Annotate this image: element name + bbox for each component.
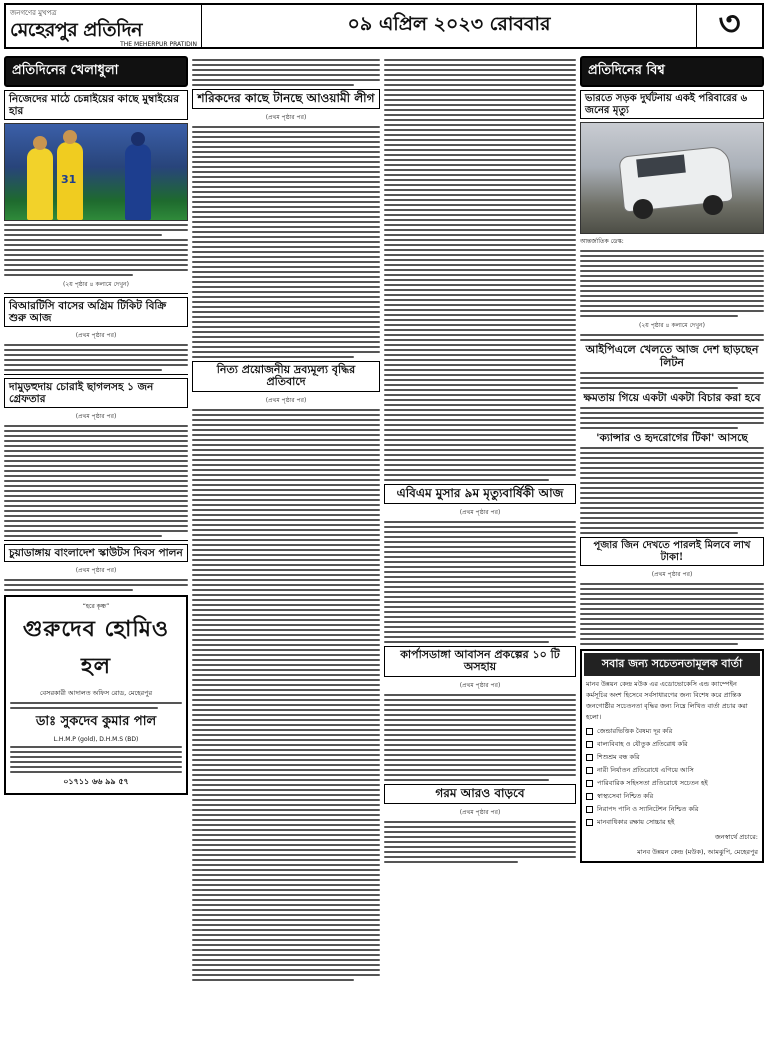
headline-puja-reward: পূজার জিন দেখতে পারলই মিলবে লাখ টাকা! xyxy=(580,537,764,566)
headline-karpasdanga-project: কার্পাসডাঙ্গা আবাসন প্রকল্পের ১০ টি অসহায় xyxy=(384,646,576,677)
headline-awami-league: শরিকদের কাছে টানছে আওয়ামী লীগ xyxy=(192,89,380,109)
continued-note: (২য় পৃষ্ঠার ৪ কলামে দেখুন) xyxy=(639,322,705,329)
player-figure xyxy=(27,148,53,220)
jersey-number: 31 xyxy=(61,173,77,187)
article-body xyxy=(580,447,764,534)
article-body xyxy=(4,344,188,371)
article-body xyxy=(580,250,764,317)
masthead-name: মেহেরপুর প্রতিদিন xyxy=(10,19,142,41)
car-wheel xyxy=(703,195,723,215)
headline-india-accident: ভারতে সড়ক দুর্ঘটনায় একই পরিবারের ৬ জনের মৃত্যু xyxy=(580,90,764,119)
checkbox-icon xyxy=(586,728,593,735)
byline: (প্রথম পৃষ্ঠার পর) xyxy=(459,808,501,816)
byline: (প্রথম পৃষ্ঠার পর) xyxy=(265,397,307,405)
checkbox-icon xyxy=(586,819,593,826)
accident-photo xyxy=(580,122,764,234)
ad-title: গুরুদেব হোমিও হল xyxy=(22,616,170,680)
byline: (প্রথম পৃষ্ঠার পর) xyxy=(75,332,117,340)
article-body xyxy=(580,334,764,341)
article-body xyxy=(4,224,188,276)
masthead-date: ০৯ এপ্রিল ২০২৩ রোববার xyxy=(347,13,551,35)
column-national xyxy=(192,56,380,984)
headline-abm-musa: এবিএম মুসার ৯ম মৃত্যুবার্ষিকী আজ xyxy=(384,484,576,504)
car-wheel xyxy=(633,199,653,219)
awareness-item: স্বাস্থ্যসেবা নিশ্চিত করি xyxy=(586,791,758,802)
headline-cancer-vaccine: 'ক্যান্সার ও হৃদরোগের টিকা' আসছে xyxy=(596,432,748,445)
article-body xyxy=(384,521,576,643)
byline: (প্রথম পৃষ্ঠার পর) xyxy=(459,682,501,690)
checkbox-icon xyxy=(586,741,593,748)
article-body xyxy=(192,409,380,981)
homeo-advertisement xyxy=(4,595,188,795)
awareness-subtitle: মানব উন্নয়ন কেন্দ্র মউক এর এডোভোকেসি এন্ড ক্যাম্পেইন কর্মসূচির অংশ হিসেবে সর্বসাধারণের জন্য বিশেষ করে প্রান্তিক জনগোষ্ঠীর সচেতনতা বৃদ্ধির জন্য নিম্নে লিখিত বার্তা প্রচার করা হলো। xyxy=(586,680,748,722)
headline-heat: গরম আরও বাড়বে xyxy=(384,784,576,804)
byline: (প্রথম পৃষ্ঠার পর) xyxy=(651,571,693,579)
photo-caption: আন্তর্জাতিক ডেস্ক: xyxy=(580,238,624,245)
article-body xyxy=(384,694,576,781)
cricket-photo xyxy=(4,123,188,221)
headline-liton-ipl: আইপিএলে খেলতে আজ দেশ ছাড়ছেন লিটন xyxy=(585,343,759,369)
ad-doctor-name: ডাঃ সুকদেব কুমার পাল xyxy=(35,714,157,730)
page-number: ৩ xyxy=(696,5,762,47)
article-body xyxy=(4,425,188,537)
byline: (প্রথম পৃষ্ঠার পর) xyxy=(459,508,501,516)
checkbox-icon xyxy=(586,793,593,800)
masthead-tagline: জনগণের মুখপত্র xyxy=(10,9,57,17)
awareness-item: মানবাধিকার রক্ষায় সোচ্চার হই xyxy=(586,817,758,828)
awareness-footer-org: মানব উন্নয়ন কেন্দ্র (মউক), আমঝুপি, মেহেরপুর xyxy=(637,848,758,857)
checkbox-icon xyxy=(586,754,593,761)
masthead xyxy=(4,3,764,49)
awareness-item: জেন্ডারভিত্তিক বৈষম্য দূর করি xyxy=(586,726,758,737)
player-figure xyxy=(125,144,151,220)
masthead-logo xyxy=(6,5,202,47)
column-world xyxy=(580,56,764,863)
headline-scouts-day: চুয়াডাঙ্গায় বাংলাদেশ স্কাউটস দিবস পালন xyxy=(4,544,188,562)
byline: (প্রথম পৃষ্ঠার পর) xyxy=(75,413,117,421)
headline-price-protest: নিত্য প্রয়োজনীয় দ্রব্যমূল্য বৃদ্ধির প্রতিবাদে xyxy=(192,361,380,392)
checkbox-icon xyxy=(586,806,593,813)
article-body xyxy=(384,821,576,863)
awareness-item: নিরাপদ পানি ও স্যানিটেশন নিশ্চিত করি xyxy=(586,804,758,815)
article-body xyxy=(4,579,188,591)
awareness-item: বাল্যবিবাহ ও যৌতুক প্রতিরোধ করি xyxy=(586,739,758,750)
byline: (প্রথম পৃষ্ঠার পর) xyxy=(75,567,117,575)
article-body xyxy=(192,59,380,86)
article-body xyxy=(580,583,764,645)
awareness-box xyxy=(580,649,764,863)
awareness-item: পারিবারিক সহিংসতা প্রতিরোধে সচেতন হই xyxy=(586,778,758,789)
ad-address: বেসরকারী আদালত অফিস রোড, মেহেরপুর xyxy=(39,689,153,698)
ad-top-line: “হরে কৃষ্ণ” xyxy=(82,603,110,611)
awareness-item: নারী নির্যাতন প্রতিরোধে এগিয়ে আসি xyxy=(586,765,758,776)
ad-degree: L.H.M.P (gold), D.H.M.S (BD) xyxy=(53,736,139,744)
awareness-footer-label: জনস্বার্থে প্রচারে: xyxy=(714,833,758,842)
column-sports xyxy=(4,56,188,795)
article-body xyxy=(580,372,764,389)
awareness-title: সবার জন্য সচেতনতামূলক বার্তা xyxy=(584,653,760,676)
masthead-name-en: THE MEHERPUR PRATIDIN xyxy=(120,41,197,48)
continued-note: (২য় পৃষ্ঠার ৪ কলামে দেখুন) xyxy=(63,281,129,289)
checkbox-icon xyxy=(586,767,593,774)
article-body xyxy=(580,407,764,429)
section-title-sports: প্রতিদিনের খেলাধুলা xyxy=(4,56,188,87)
byline: (প্রথম পৃষ্ঠার পর) xyxy=(265,113,307,121)
headline-brtc-ticket: বিআরটিসি বাসের অগ্রিম টিকিট বিক্রি শুরু আজ xyxy=(4,297,188,327)
ad-phone: ০১৭১১ ৬৬ ৯৯ ৫৭ xyxy=(63,777,129,787)
checkbox-icon xyxy=(586,780,593,787)
headline-ipl-match: নিজেদের মাঠে চেন্নাইয়ের কাছে মুম্বাইয়ের হার xyxy=(4,90,188,120)
headline-goat-theft: দামুড়হুদায় চোরাই ছাগলসহ ১ জন গ্রেফতার xyxy=(4,378,188,408)
awareness-item: শিশুশ্রম বন্ধ করি xyxy=(586,752,758,763)
headline-justice: ক্ষমতায় গিয়ে একটা একটা বিচার করা হবে xyxy=(583,392,761,405)
article-body xyxy=(192,126,380,358)
column-local xyxy=(384,56,576,866)
article-body xyxy=(384,59,576,481)
section-title-world: প্রতিদিনের বিশ্ব xyxy=(580,56,764,87)
